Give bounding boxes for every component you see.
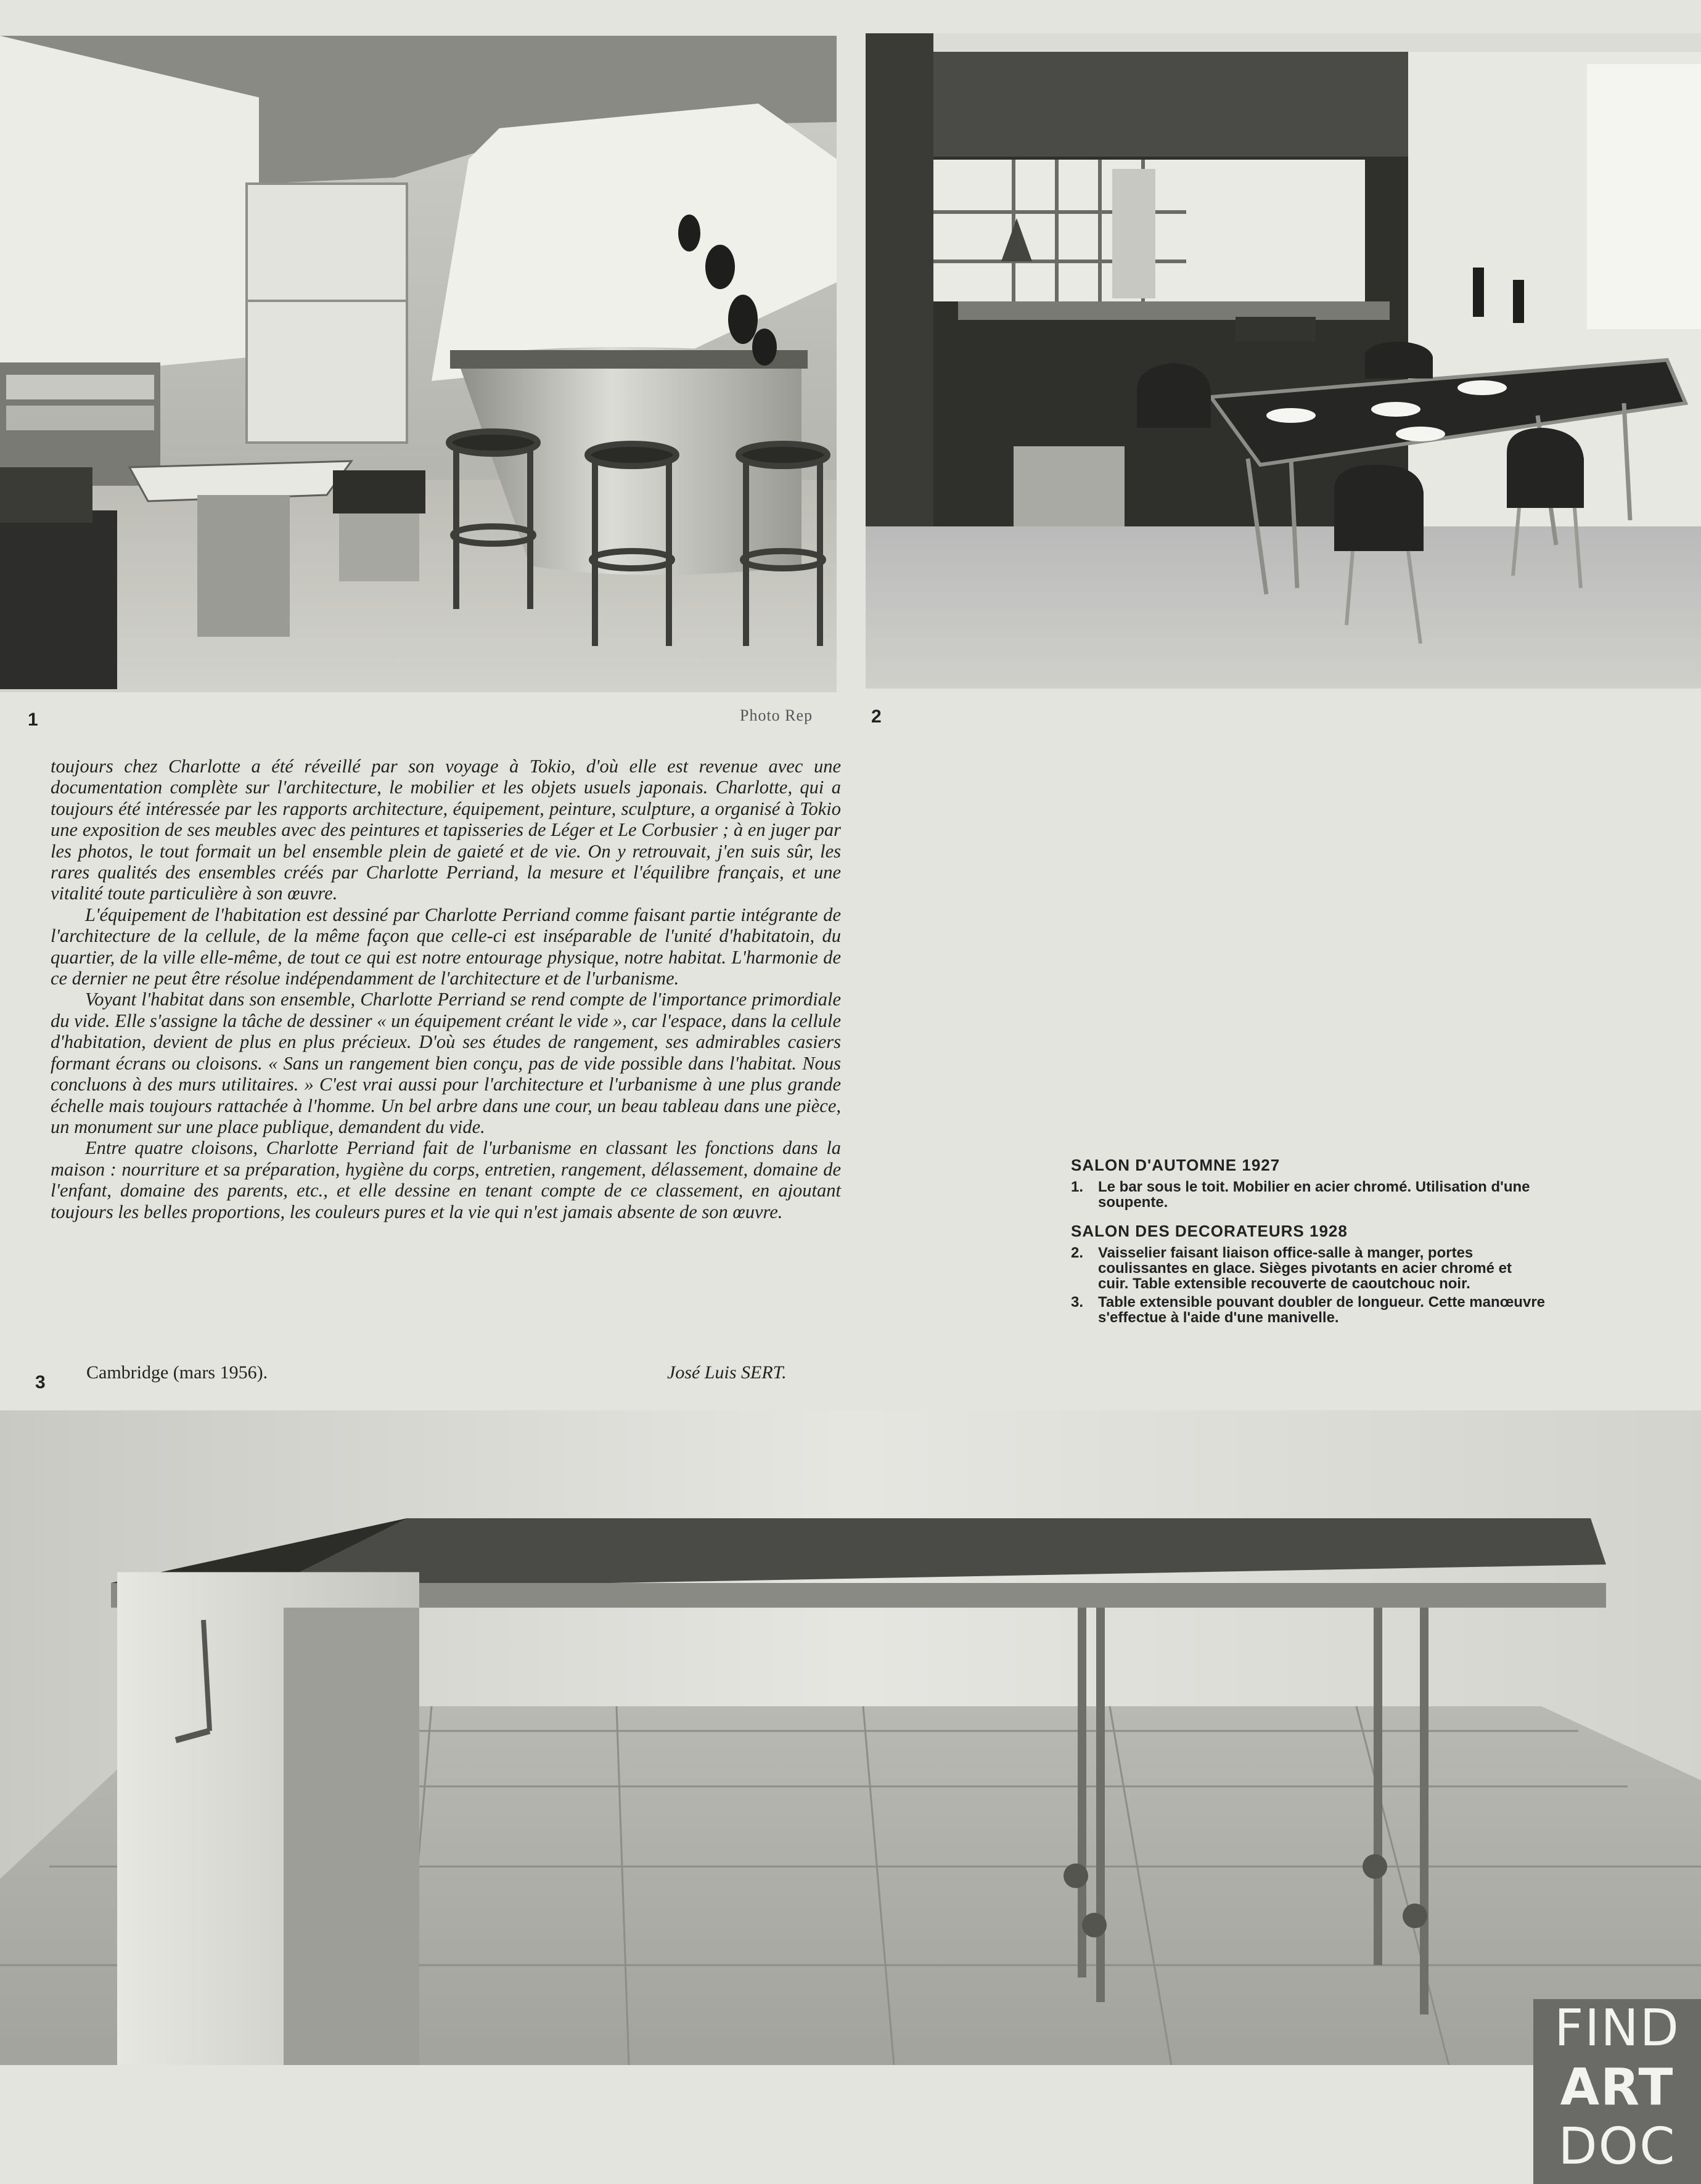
logo-line: DOC <box>1558 2117 1676 2176</box>
article-paragraph: L'équipement de l'habitation est dessiné par Charlotte Perriand comme faisant partie intégrante de l'architecture de la cellule, de la même façon que celle-ci est inséparable de l'unité d'habitatoin, du quartier, de la ville elle-même, de tout ce qui est notre entourage physique, notre habitat. L'harmonie de ce dernier ne peut être résolue indépendamment de l'architecture et de l'urbanisme. <box>51 904 841 989</box>
article-paragraph: Entre quatre cloisons, Charlotte Perriand fait de l'urbanisme en classant les fonctions dans la maison : nourriture et sa préparation, hygiène du corps, entretien, rangement, délassement, domaine de l'enfant, domaine des parents, etc., et elle dessine en tenant compte de ce classement, en ajoutant toujours les belles proportions, les couleurs pures et la vie qui n'est jamais absente de son œuvre. <box>51 1137 841 1222</box>
caption-text: Table extensible pouvant doubler de longueur. Cette manœuvre s'effectue à l'aide d'une manivelle. <box>1098 1294 1546 1326</box>
caption-number: 1. <box>1071 1179 1084 1195</box>
caption-text: Vaisselier faisant liaison office-salle à manger, portes coulissantes en glace. Sièges pivotants en acier chromé et cuir. Table extensible recouverte de caoutchouc noir. <box>1098 1245 1512 1292</box>
caption-item <box>1071 1245 1546 1291</box>
caption-number: 3. <box>1071 1294 1084 1311</box>
caption-item <box>1071 1179 1546 1210</box>
figure-number-1: 1 <box>28 710 38 730</box>
article-body <box>51 756 841 1222</box>
article-paragraph: toujours chez Charlotte a été réveillé par son voyage à Tokio, d'où elle est revenue avec une documentation complète sur l'architecture, le mobilier et les objets usuels japonais. Charlotte, qui a toujours été intéressée par les rapports architecture, équipement, peinture, sculpture, a organisé à Tokio une exposition de ses meubles avec des peintures et tapisseries de Léger et Le Corbusier ; à en juger par les photos, le tout formait un bel ensemble plein de gaieté et de vie. On y retrouvait, j'en suis sûr, les rares qualités des ensembles créés par Charlotte Perriand, la mesure et l'équilibre français, et une vitalité toute particulière à son œuvre. <box>51 756 841 904</box>
photo-credit: Photo Rep <box>740 706 813 724</box>
caption-heading: SALON D'AUTOMNE 1927 <box>1071 1156 1281 1174</box>
caption-number: 2. <box>1071 1245 1084 1261</box>
author-name: José Luis SERT. <box>667 1362 787 1383</box>
caption-item <box>1071 1294 1546 1325</box>
place-date: Cambridge (mars 1956). <box>86 1362 268 1383</box>
logo-line: FIND <box>1554 1999 1680 2058</box>
photo-dining-room <box>866 33 1701 689</box>
caption-text: Le bar sous le toit. Mobilier en acier chromé. Utilisation d'une soupente. <box>1098 1179 1530 1211</box>
logo-line: ART <box>1560 2058 1674 2117</box>
caption-heading: SALON DES DECORATEURS 1928 <box>1071 1222 1348 1240</box>
photo-extensible-table <box>0 1410 1701 2065</box>
figure-captions <box>1071 1158 1546 1328</box>
photo-bar-under-roof <box>0 36 837 692</box>
figure-number-2: 2 <box>871 706 882 727</box>
figure-number-3: 3 <box>35 1372 46 1393</box>
article-paragraph: Voyant l'habitat dans son ensemble, Charlotte Perriand se rend compte de l'importance primordiale du vide. Elle s'assigne la tâche de dessiner « un équipement créant le vide », car l'espace, dans la cellule d'habitation, devient de plus en plus précieux. D'où ses études de rangement, ses admirables casiers formant écrans ou cloisons. « Sans un rangement bien conçu, pas de vide possible dans l'habitat. Nous concluons à des murs utilitaires. » C'est vrai aussi pour l'architecture et l'urbanisme à une plus grande échelle mais toujours rattachée à l'homme. Un bel arbre dans une cour, un beau tableau dans une pièce, un monument sur une place publique, demandent du vide. <box>51 989 841 1137</box>
findartdoc-logo <box>1533 1999 1701 2184</box>
